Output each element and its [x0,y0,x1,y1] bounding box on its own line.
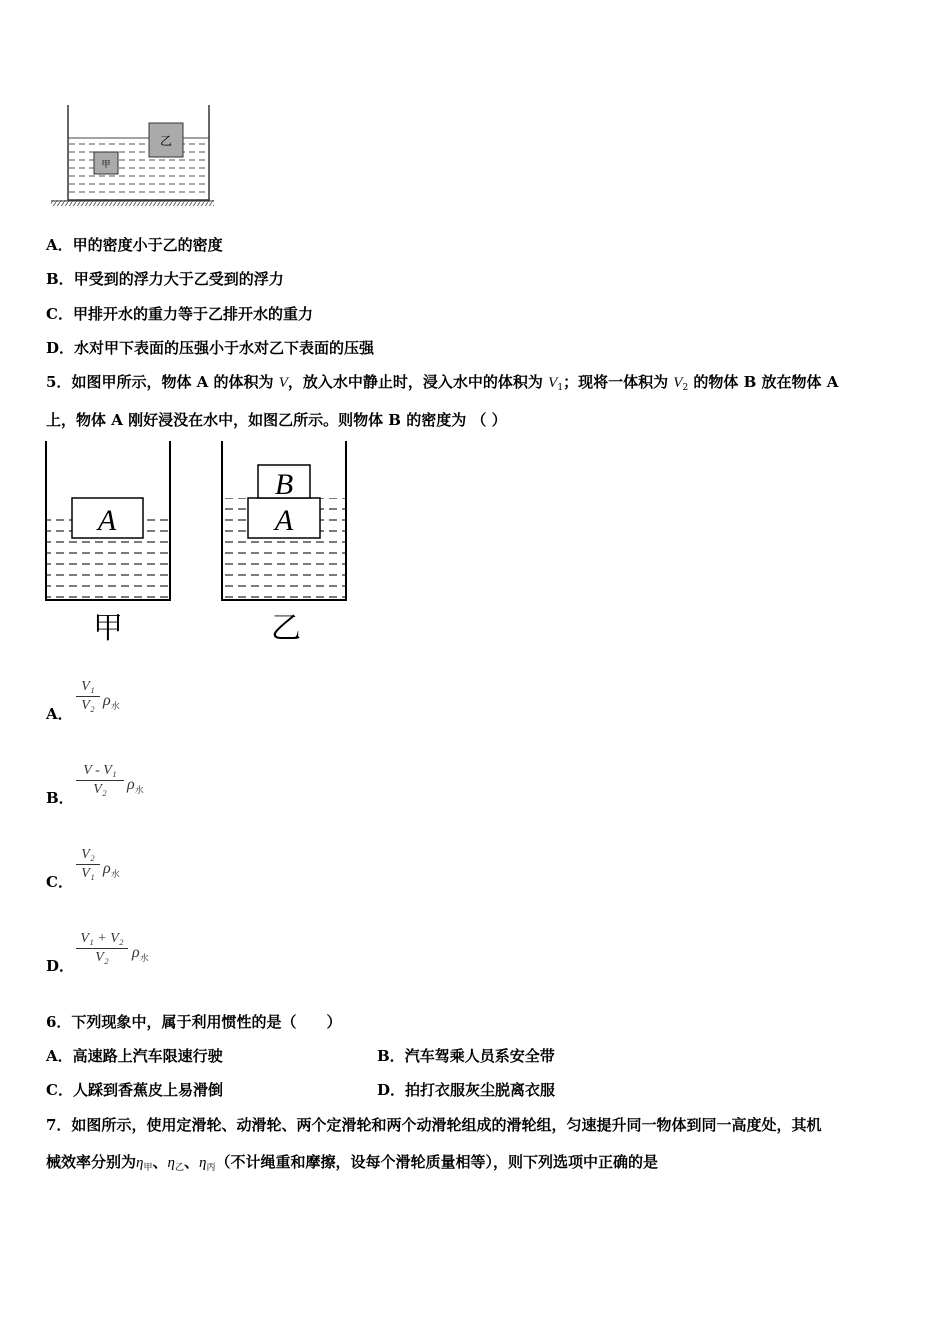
q5-option-c-label[interactable]: C． [46,873,73,891]
q6-stem: 6．下列现象中，属于利用惯性的是（ ） [46,1013,342,1031]
block-jia-label: 甲 [101,160,111,170]
q5-figure [42,438,352,648]
q5-caption-yi: 乙 [271,611,301,646]
q5-option-a-rho: $\rho_水$ [103,692,120,711]
q6-option-a[interactable]: A．高速路上汽车限速行驶 [46,1047,223,1065]
q6-option-d[interactable]: D．拍打衣服灰尘脱离衣服 [377,1081,556,1099]
q4-option-b[interactable]: B．甲受到的浮力大于乙受到的浮力 [46,270,284,288]
q4-container-figure [48,100,218,212]
q6-option-c[interactable]: C．人踩到香蕉皮上易滑倒 [46,1081,223,1099]
q5-option-b-fraction: V - V₁ V₂ [76,763,124,798]
q5-block-a-left-label: A [97,504,117,537]
q5-option-b-rho: $\rho_水$ [127,776,144,795]
q5-option-c-fraction: V₂ V₁ [76,847,100,882]
q5-block-a-right-label: A [274,504,294,537]
q7-stem-line2: 械效率分别为$\eta_甲$、$\eta_乙$、$\eta_丙$（不计绳重和摩擦，设每个滑轮质量相等），则下列选项中正确的是 [46,1153,658,1173]
block-yi-label: 乙 [159,134,173,148]
q4-option-c[interactable]: C．甲排开水的重力等于乙排开水的重力 [46,305,313,323]
q5-option-c-rho: $\rho_水$ [103,860,120,879]
q4-option-a[interactable]: A．甲的密度小于乙的密度 [46,236,223,254]
q5-stem-line1: 5．如图甲所示，物体 A 的体积为 V，放入水中静止时，浸入水中的体积为 $V_1$；现将一体积为 $V_2$ 的物体 B 放在物体 A [46,373,839,393]
q5-option-a-fraction: V₁ V₂ [76,679,100,714]
q6-option-b[interactable]: B．汽车驾乘人员系安全带 [377,1047,555,1065]
q5-caption-jia: 甲 [93,611,123,646]
q5-option-a-label[interactable]: A． [46,705,73,723]
q5-option-b-label[interactable]: B． [46,789,74,807]
q5-option-d-fraction: V₁ + V₂ V₂ [76,931,128,966]
q4-option-d[interactable]: D．水对甲下表面的压强小于水对乙下表面的压强 [46,339,375,357]
q5-block-b-label: B [274,468,294,501]
q5-option-d-label[interactable]: D． [46,957,75,975]
q5-stem-line2: 上，物体 A 刚好浸没在水中，如图乙所示。则物体 B 的密度为 （ ） [46,411,507,429]
q5-option-d-rho: $\rho_水$ [132,944,149,963]
q7-stem-line1: 7．如图所示，使用定滑轮、动滑轮、两个定滑轮和两个动滑轮组成的滑轮组，匀速提升同一物体到同一高度处，其机 [46,1116,822,1134]
